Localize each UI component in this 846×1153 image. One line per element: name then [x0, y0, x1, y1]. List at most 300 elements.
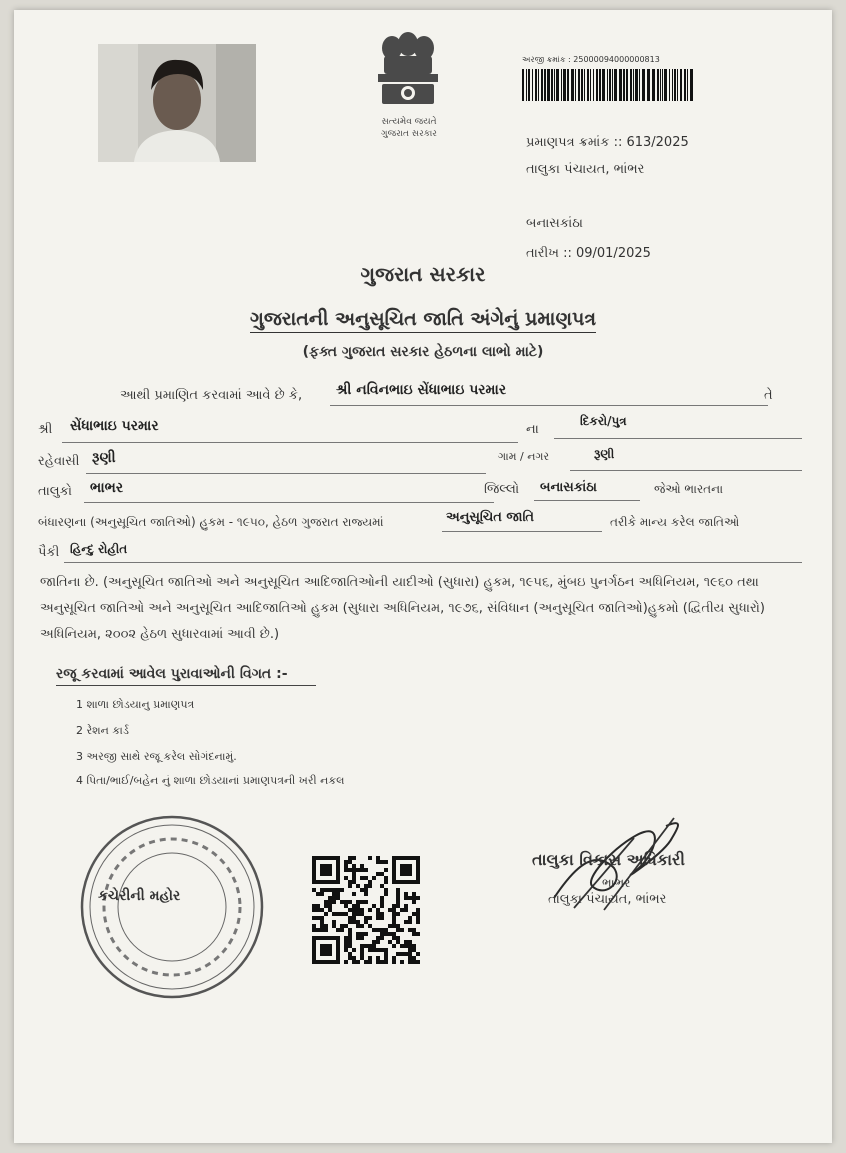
qr-module: [404, 944, 408, 948]
barcode-bar: [660, 69, 661, 101]
te-label: તે: [764, 388, 773, 403]
documents-heading: રજૂ કરવામાં આવેલ પુરાવાઓની વિગત :-: [56, 666, 316, 686]
qr-module: [408, 952, 412, 956]
qr-module: [352, 912, 356, 916]
qr-module: [408, 896, 412, 900]
qr-module: [380, 860, 384, 864]
qr-module: [416, 932, 420, 936]
qr-module: [404, 952, 408, 956]
barcode-bar: [639, 69, 640, 101]
qr-module: [404, 920, 408, 924]
qr-module: [316, 928, 320, 932]
qr-module: [348, 920, 352, 924]
village-label: ગામ / નગર: [498, 450, 550, 463]
qr-module: [312, 924, 316, 928]
qr-module: [368, 916, 372, 920]
qr-module: [360, 952, 364, 956]
barcode-bar: [551, 69, 553, 101]
qr-module: [344, 876, 348, 880]
qr-module: [356, 924, 360, 928]
qr-module: [360, 888, 364, 892]
qr-module: [320, 908, 324, 912]
qr-module: [364, 944, 368, 948]
village-value: રૂણી: [594, 447, 615, 461]
qr-module: [332, 924, 336, 928]
qr-module: [368, 880, 372, 884]
issue-date-label: તારીખ: [526, 246, 559, 261]
document-item: 3 અરજી સાથે રજૂ કરેલ સોગંદનામું.: [76, 750, 237, 763]
qr-module: [352, 948, 356, 952]
qr-module: [380, 884, 384, 888]
qr-module: [380, 872, 384, 876]
qr-module: [408, 944, 412, 948]
barcode-bar: [684, 69, 686, 101]
qr-module: [396, 900, 400, 904]
qr-module: [400, 908, 404, 912]
barcode-bar: [677, 69, 678, 101]
qr-module: [408, 940, 412, 944]
barcode-bar: [662, 69, 663, 101]
qr-module: [312, 916, 316, 920]
qr-module: [396, 888, 400, 892]
qr-module: [396, 936, 400, 940]
qr-module: [396, 912, 400, 916]
resident-line: [86, 473, 486, 474]
caste-name: હિન્દુ રોહીત: [70, 542, 128, 556]
barcode-bar: [538, 69, 539, 101]
qr-module: [368, 960, 372, 964]
qr-module: [388, 908, 392, 912]
qr-module: [408, 916, 412, 920]
barcode-bar: [602, 69, 605, 101]
qr-module: [392, 904, 396, 908]
barcode-bar: [554, 69, 555, 101]
qr-module: [352, 916, 356, 920]
qr-module: [368, 944, 372, 948]
applicant-photo: [98, 44, 256, 162]
qr-module: [360, 924, 364, 928]
relation: દિકરો/પુત્ર: [580, 414, 627, 428]
qr-module: [348, 944, 352, 948]
qr-module: [384, 888, 388, 892]
qr-module: [340, 928, 344, 932]
jeo-label: જેઓ ભારતના: [654, 482, 724, 496]
qr-module: [360, 944, 364, 948]
barcode-bar: [575, 69, 576, 101]
barcode-bar: [609, 69, 611, 101]
qr-module: [344, 860, 348, 864]
qr-module: [404, 940, 408, 944]
qr-module: [372, 928, 376, 932]
qr-module: [356, 932, 360, 936]
barcode-bar: [680, 69, 682, 101]
qr-module: [416, 916, 420, 920]
qr-module: [356, 936, 360, 940]
qr-module: [404, 908, 408, 912]
qr-module: [400, 928, 404, 932]
qr-module: [332, 920, 336, 924]
qr-module: [364, 892, 368, 896]
qr-module: [392, 924, 396, 928]
qr-module: [352, 960, 356, 964]
emblem-gov: ગુજરાત સરકાર: [381, 129, 437, 139]
caste-category-line: [442, 531, 602, 532]
qr-module: [312, 888, 316, 892]
qr-module: [400, 952, 404, 956]
qr-module: [384, 952, 388, 956]
qr-module: [344, 868, 348, 872]
qr-module: [412, 900, 416, 904]
qr-module: [348, 916, 352, 920]
document-item: 4 પિતા/ભાઈ/બહેન નું શાળા છોડયાનાં પ્રમાણપત્રની ખરી નકલ: [76, 774, 345, 787]
barcode-bar: [563, 69, 566, 101]
certificate-title-text: ગુજરાતની અનુસૂચિત જાતિ અંગેનું પ્રમાણપત્ર: [250, 308, 596, 333]
barcode-bar: [633, 69, 634, 101]
qr-module: [384, 860, 388, 864]
qr-module: [412, 944, 416, 948]
qr-module: [376, 936, 380, 940]
qr-module: [348, 900, 352, 904]
certificate-number: [526, 135, 689, 150]
qr-module: [352, 864, 356, 868]
qr-module: [352, 880, 356, 884]
qr-module: [372, 940, 376, 944]
barcode-bar: [635, 69, 638, 101]
qr-module: [392, 936, 396, 940]
qr-module: [412, 932, 416, 936]
qr-module: [336, 928, 340, 932]
qr-module: [396, 952, 400, 956]
qr-module: [376, 956, 380, 960]
qr-module: [392, 960, 396, 964]
qr-code: [312, 856, 420, 964]
qr-finder: [320, 944, 332, 956]
barcode-bar: [567, 69, 569, 101]
qr-module: [392, 932, 396, 936]
qr-module: [392, 908, 396, 912]
qr-module: [396, 896, 400, 900]
resident-label: રહેવાસી: [38, 454, 80, 469]
barcode-bar: [674, 69, 676, 101]
qr-module: [380, 896, 384, 900]
qr-module: [384, 928, 388, 932]
qr-module: [356, 920, 360, 924]
qr-module: [408, 956, 412, 960]
qr-module: [320, 924, 324, 928]
qr-module: [416, 952, 420, 956]
village-line: [570, 470, 802, 471]
barcode-bar: [630, 69, 632, 101]
qr-module: [360, 900, 364, 904]
qr-module: [336, 888, 340, 892]
certificate-page: [14, 10, 832, 1143]
qr-module: [320, 916, 324, 920]
qr-module: [344, 924, 348, 928]
qr-module: [324, 912, 328, 916]
certificate-number-label: પ્રમાણપત્ર ક્રમાંક: [526, 135, 610, 150]
office-seal: [78, 813, 266, 1001]
qr-module: [384, 880, 388, 884]
qr-module: [344, 900, 348, 904]
national-emblem-icon: [366, 26, 450, 110]
constitution-text: બંધારણના (અનુસૂચિત જાતિઓ) હુકમ - ૧૯૫૦, હેઠળ ગુજરાત રાજ્યમાં: [38, 515, 384, 529]
qr-module: [388, 924, 392, 928]
qr-module: [416, 960, 420, 964]
qr-module: [312, 904, 316, 908]
issue-date: [526, 246, 651, 261]
qr-module: [332, 900, 336, 904]
qr-module: [412, 892, 416, 896]
qr-module: [360, 868, 364, 872]
qr-module: [344, 936, 348, 940]
qr-module: [368, 924, 372, 928]
qr-module: [380, 948, 384, 952]
qr-module: [356, 912, 360, 916]
qr-module: [376, 928, 380, 932]
qr-module: [332, 892, 336, 896]
qr-module: [344, 960, 348, 964]
resident-value: રૂણી: [92, 450, 116, 466]
qr-module: [320, 888, 324, 892]
barcode-bar: [541, 69, 543, 101]
barcode-bar: [623, 69, 625, 101]
barcode-bar: [599, 69, 601, 101]
qr-module: [360, 876, 364, 880]
qr-module: [324, 888, 328, 892]
qr-module: [404, 904, 408, 908]
qr-module: [324, 900, 328, 904]
qr-module: [416, 908, 420, 912]
qr-module: [380, 916, 384, 920]
barcode-bar: [612, 69, 613, 101]
qr-module: [356, 960, 360, 964]
district-line: [534, 500, 640, 501]
qr-module: [344, 904, 348, 908]
qr-module: [416, 912, 420, 916]
qr-module: [376, 940, 380, 944]
qr-module: [384, 948, 388, 952]
qr-module: [376, 960, 380, 964]
father-name-line: [62, 442, 518, 443]
qr-module: [328, 904, 332, 908]
qr-module: [412, 960, 416, 964]
barcode-bar: [593, 69, 594, 101]
barcode-bar: [535, 69, 537, 101]
qr-module: [392, 920, 396, 924]
qr-module: [392, 912, 396, 916]
qr-module: [408, 928, 412, 932]
applicant-name-line: [330, 405, 768, 406]
qr-module: [408, 948, 412, 952]
qr-module: [404, 896, 408, 900]
certificate-title: [14, 308, 832, 330]
document-item: 1 શાળા છોડયાનુ પ્રમાણપત્ર: [76, 698, 195, 711]
emblem-caption: [359, 116, 459, 140]
qr-module: [360, 956, 364, 960]
barcode-bar: [647, 69, 650, 101]
qr-module: [380, 900, 384, 904]
district-name: બનાસકાંઠા: [526, 216, 583, 231]
barcode-bar: [578, 69, 580, 101]
qr-module: [312, 908, 316, 912]
qr-module: [340, 912, 344, 916]
qr-module: [352, 908, 356, 912]
barcode-bar: [556, 69, 559, 101]
qr-module: [356, 904, 360, 908]
qr-module: [384, 956, 388, 960]
qr-module: [348, 856, 352, 860]
qr-module: [412, 896, 416, 900]
qr-module: [364, 868, 368, 872]
qr-module: [376, 872, 380, 876]
qr-module: [396, 924, 400, 928]
qr-module: [376, 908, 380, 912]
barcode-bar: [619, 69, 622, 101]
qr-module: [360, 912, 364, 916]
qr-module: [364, 888, 368, 892]
qr-module: [348, 952, 352, 956]
qr-module: [412, 948, 416, 952]
qr-module: [364, 920, 368, 924]
barcode-bar: [544, 69, 546, 101]
qr-module: [352, 868, 356, 872]
barcode-bar: [626, 69, 628, 101]
qr-module: [380, 928, 384, 932]
qr-module: [412, 928, 416, 932]
qr-module: [380, 960, 384, 964]
district-value: બનાસકાંઠા: [540, 480, 597, 495]
qr-module: [380, 932, 384, 936]
qr-module: [372, 944, 376, 948]
qr-module: [388, 932, 392, 936]
among-label: પૈકી: [38, 545, 60, 560]
qr-module: [364, 884, 368, 888]
qr-module: [352, 904, 356, 908]
qr-module: [348, 908, 352, 912]
barcode-bar: [652, 69, 655, 101]
emblem-motto: સત્યમેવ જયતે: [381, 117, 437, 127]
caste-name-line: [64, 562, 802, 563]
qr-module: [348, 860, 352, 864]
qr-module: [364, 960, 368, 964]
barcode-bar: [657, 69, 659, 101]
qr-module: [356, 868, 360, 872]
qr-module: [348, 880, 352, 884]
barcode-bar: [532, 69, 533, 101]
signatory-office: તાલુકા પંચાયત, ભાંભર: [548, 892, 667, 907]
qr-module: [380, 936, 384, 940]
recognized-text: તરીકે માન્ય કરેલ જાતિઓ: [610, 515, 740, 529]
qr-module: [356, 900, 360, 904]
qr-module: [360, 864, 364, 868]
barcode-bar: [526, 69, 527, 101]
certificate-number-value: :: 613/2025: [613, 135, 689, 150]
qr-module: [384, 876, 388, 880]
qr-module: [352, 872, 356, 876]
issuer-office: તાલુકા પંચાયત, ભાંભર: [526, 162, 645, 177]
signatory-place: ભાભર: [602, 876, 631, 890]
qr-module: [352, 920, 356, 924]
qr-module: [348, 868, 352, 872]
father-name: સેંધાભાઇ પરમાર: [70, 418, 159, 434]
qr-module: [348, 940, 352, 944]
qr-module: [328, 896, 332, 900]
government-title: ગુજરાત સરકાર: [360, 262, 486, 286]
qr-module: [368, 948, 372, 952]
qr-module: [376, 948, 380, 952]
signatory-title: તાલુકા વિકાસ અધિકારી: [532, 850, 685, 869]
qr-module: [356, 884, 360, 888]
qr-module: [320, 892, 324, 896]
qr-module: [396, 892, 400, 896]
qr-module: [416, 920, 420, 924]
qr-module: [328, 888, 332, 892]
qr-module: [372, 904, 376, 908]
barcode-bar: [584, 69, 585, 101]
qr-module: [344, 940, 348, 944]
barcode-bar: [672, 69, 673, 101]
barcode-bar: [547, 69, 550, 101]
qr-module: [312, 928, 316, 932]
qr-module: [412, 912, 416, 916]
barcode-bar: [590, 69, 591, 101]
qr-module: [332, 912, 336, 916]
qr-module: [368, 908, 372, 912]
qr-module: [324, 924, 328, 928]
qr-module: [380, 904, 384, 908]
qr-module: [408, 920, 412, 924]
qr-module: [384, 960, 388, 964]
qr-module: [360, 936, 364, 940]
taluka-line: [84, 502, 494, 503]
qr-module: [316, 892, 320, 896]
qr-module: [360, 948, 364, 952]
qr-module: [324, 904, 328, 908]
qr-module: [384, 868, 388, 872]
qr-module: [364, 876, 368, 880]
qr-module: [400, 944, 404, 948]
qr-module: [340, 888, 344, 892]
qr-module: [360, 932, 364, 936]
qr-module: [392, 956, 396, 960]
qr-module: [396, 940, 400, 944]
qr-module: [356, 908, 360, 912]
barcode-bar: [690, 69, 693, 101]
qr-finder: [320, 864, 332, 876]
barcode-bar: [522, 69, 524, 101]
qr-module: [348, 956, 352, 960]
qr-module: [384, 932, 388, 936]
barcode-bar: [664, 69, 667, 101]
qr-module: [332, 896, 336, 900]
qr-module: [352, 956, 356, 960]
qr-module: [392, 916, 396, 920]
qr-module: [336, 896, 340, 900]
qr-module: [368, 884, 372, 888]
taluka-label: તાલુકો: [38, 484, 73, 499]
qr-module: [416, 896, 420, 900]
barcode-block: [522, 55, 702, 101]
qr-module: [392, 944, 396, 948]
qr-module: [316, 908, 320, 912]
barcode-bar: [581, 69, 583, 101]
barcode-bar: [561, 69, 562, 101]
certify-label: આથી પ્રમાણિત કરવામાં આવે છે કે,: [120, 388, 303, 403]
applicant-name: શ્રી નવિનભાઇ સેંધાભાઇ પરમાર: [336, 382, 507, 398]
document-item: 2 રેશન કાર્ડ: [76, 724, 129, 737]
legal-paragraph: જાતિના છે. (અનુસૂચિત જાતિઓ અને અનુસૂચિત આદિજાતિઓની યાદીઓ (સુધારા) હુકમ, ૧૯૫૬, મુંબઇ પુનર્ગઠન અધિનિયમ, ૧૯૬૦ તથા અનુસૂચિત જાતિઓ અને અનુસૂચિત આદિજાતિઓ હુકમ (સુધારા અધિનિયમ, ૧૯૭૬, સંવિધાન (અનુસૂચિત જાતિઓ)હુકમો (દ્વિતીય સુધારો) અધિનિયમ, ૨૦૦૨ હેઠળ સુધારવામાં આવી છે.): [40, 575, 765, 642]
qr-module: [364, 932, 368, 936]
